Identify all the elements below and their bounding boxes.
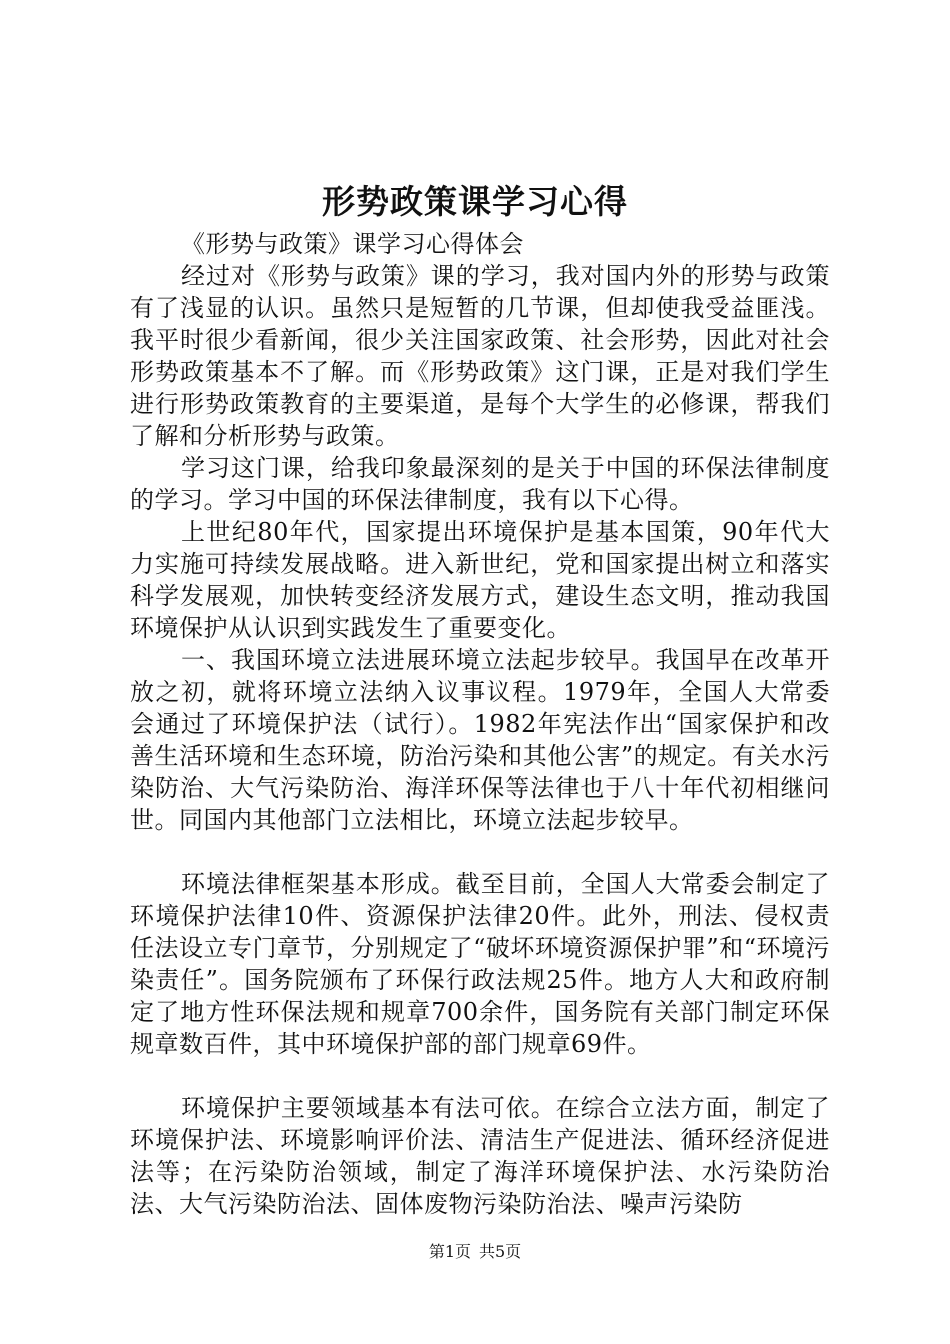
body-paragraph: 一、我国环境立法进展环境立法起步较早。我国早在改革开放之初，就将环境立法纳入议事议程。1979年，全国人大常委会通过了环境保护法（试行）。1982年宪法作出“国家保护和改善生活环境和生态环境，防治污染和其他公害”的规定。有关水污染防治、大气污染防治、海洋环保等法律也于八十年代初相继问世。同国内其他部门立法相比，环境立法起步较早。 [130,646,830,834]
page-number: 第1页 [428,1242,471,1261]
page-footer [0,1241,950,1263]
page-total: 共5页 [479,1242,522,1261]
body-paragraph: 环境法律框架基本形成。截至目前，全国人大常委会制定了环境保护法律10件、资源保护法律20件。此外，刑法、侵权责任法设立专门章节，分别规定了“破坏环境资源保护罪”和“环境污染责任”。国务院颁布了环保行政法规25件。地方人大和政府制定了地方性环保法规和规章700余件，国务院有关部门制定环保规章数百件，其中环境保护部的部门规章69件。 [130,870,830,1058]
body-paragraph: 上世纪80年代，国家提出环境保护是基本国策，90年代大力实施可持续发展战略。进入新世纪，党和国家提出树立和落实科学发展观，加快转变经济发展方式，建设生态文明，推动我国环境保护从认识到实践发生了重要变化。 [130,518,830,642]
body-paragraph: 经过对《形势与政策》课的学习，我对国内外的形势与政策有了浅显的认识。虽然只是短暂的几节课，但却使我受益匪浅。我平时很少看新闻，很少关注国家政策、社会形势，因此对社会形势政策基本不了解。而《形势政策》这门课，正是对我们学生进行形势政策教育的主要渠道，是每个大学生的必修课，帮我们了解和分析形势与政策。 [130,262,830,450]
document-body [130,228,830,1220]
subtitle-paragraph: 《形势与政策》课学习心得体会 [181,230,524,258]
body-paragraph: 环境保护主要领域基本有法可依。在综合立法方面，制定了环境保护法、环境影响评价法、清洁生产促进法、循环经济促进法等；在污染防治领域，制定了海洋环境保护法、水污染防治法、大气污染防治法、固体废物污染防治法、噪声污染防 [130,1094,830,1218]
body-paragraph: 学习这门课，给我印象最深刻的是关于中国的环保法律制度的学习。学习中国的环保法律制度，我有以下心得。 [130,454,830,514]
document-title: 形势政策课学习心得 [322,182,628,221]
